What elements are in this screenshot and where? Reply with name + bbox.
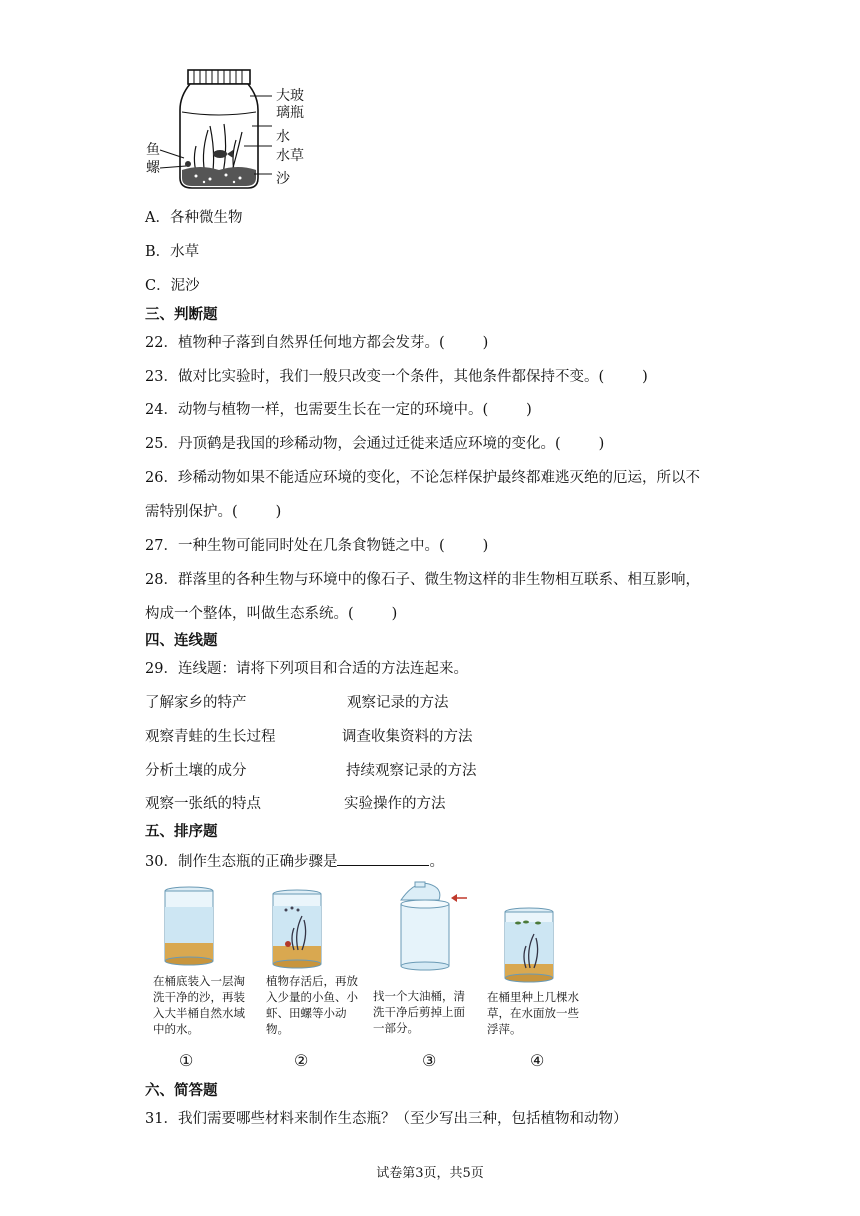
match-right-3[interactable]: 持续观察记录的方法: [346, 763, 477, 779]
jar-label-fish: 鱼: [146, 142, 160, 158]
step-4-number: ④: [530, 1051, 545, 1070]
question-26: 26．珍稀动物如果不能适应环境的变化，不论怎样保护最终都难逃灭绝的厄运，所以不: [145, 470, 700, 486]
question-25: 25．丹顶鹤是我国的珍稀动物，会通过迁徙来适应环境的变化。( ): [145, 436, 605, 452]
section-judgement-heading: 三、判断题: [145, 306, 218, 323]
question-23: 23．做对比实验时，我们一般只改变一个条件，其他条件都保持不变。( ): [145, 369, 648, 385]
step-1-sand-water-image: [160, 885, 218, 967]
option-a: A．各种微生物: [145, 210, 243, 226]
jar-label-weed: 水草: [276, 148, 304, 164]
jar-label-sand: 沙: [276, 171, 290, 187]
option-b: B．水草: [145, 244, 200, 260]
match-left-1[interactable]: 了解家乡的特产: [145, 695, 247, 711]
step-4-plants-image: [500, 906, 558, 984]
match-left-2[interactable]: 观察青蛙的生长过程: [145, 729, 276, 745]
jar-label-water: 水: [276, 129, 290, 145]
step-1-number: ①: [179, 1051, 194, 1070]
question-30: 30．制作生态瓶的正确步骤是 。: [145, 851, 444, 872]
question-22: 22．植物种子落到自然界任何地方都会发芽。( ): [145, 335, 489, 351]
label-da-bo: 大玻: [276, 88, 304, 104]
question-24: 24．动物与植物一样，也需要生长在一定的环境中。( ): [145, 402, 532, 418]
question-28: 28．群落里的各种生物与环境中的像石子、微生物这样的非生物相互联系、相互影响，: [145, 572, 700, 588]
match-left-4[interactable]: 观察一张纸的特点: [145, 796, 261, 812]
step-4-caption: 在桶里种上几棵水草，在水面放一些浮萍。: [487, 990, 579, 1036]
question-27: 27．一种生物可能同时处在几条食物链之中。( ): [145, 538, 489, 554]
question-31: 31．我们需要哪些材料来制作生态瓶？（至少写出三种，包括植物和动物）: [145, 1111, 628, 1127]
step-3-number: ③: [422, 1051, 437, 1070]
match-right-1[interactable]: 观察记录的方法: [347, 695, 449, 711]
step-2-animals-image: [268, 888, 326, 970]
match-right-2[interactable]: 调查收集资料的方法: [342, 729, 473, 745]
answer-blank[interactable]: [337, 851, 429, 866]
section-matching-heading: 四、连线题: [145, 632, 218, 649]
match-right-4[interactable]: 实验操作的方法: [344, 796, 446, 812]
section-ordering-heading: 五、排序题: [145, 823, 218, 840]
ecosystem-jar-figure: [140, 66, 320, 196]
question-28-cont: 构成一个整体，叫做生态系统。( ): [145, 606, 398, 622]
question-29: 29．连线题：请将下列项目和合适的方法连起来。: [145, 661, 468, 677]
step-2-number: ②: [294, 1051, 309, 1070]
label-li-ping: 璃瓶: [276, 105, 304, 121]
step-1-caption: 在桶底装入一层淘洗干净的沙，再装入大半桶自然水域中的水。: [153, 974, 245, 1036]
section-short-answer-heading: 六、简答题: [145, 1082, 218, 1099]
match-left-3[interactable]: 分析土壤的成分: [145, 763, 247, 779]
step-2-caption: 植物存活后，再放入少量的小鱼、小虾、田螺等小动物。: [266, 974, 358, 1036]
step-3-caption: 找一个大油桶，清洗干净后剪掉上面一部分。: [373, 989, 465, 1035]
jar-label-glass: [276, 88, 304, 122]
step-3-cut-bucket-image: [395, 878, 470, 972]
jar-label-snail: 螺: [146, 160, 160, 176]
question-26-cont: 需特别保护。( ): [145, 504, 282, 520]
page-footer: 试卷第3页，共5页: [376, 1166, 484, 1181]
option-c: C．泥沙: [145, 278, 200, 294]
